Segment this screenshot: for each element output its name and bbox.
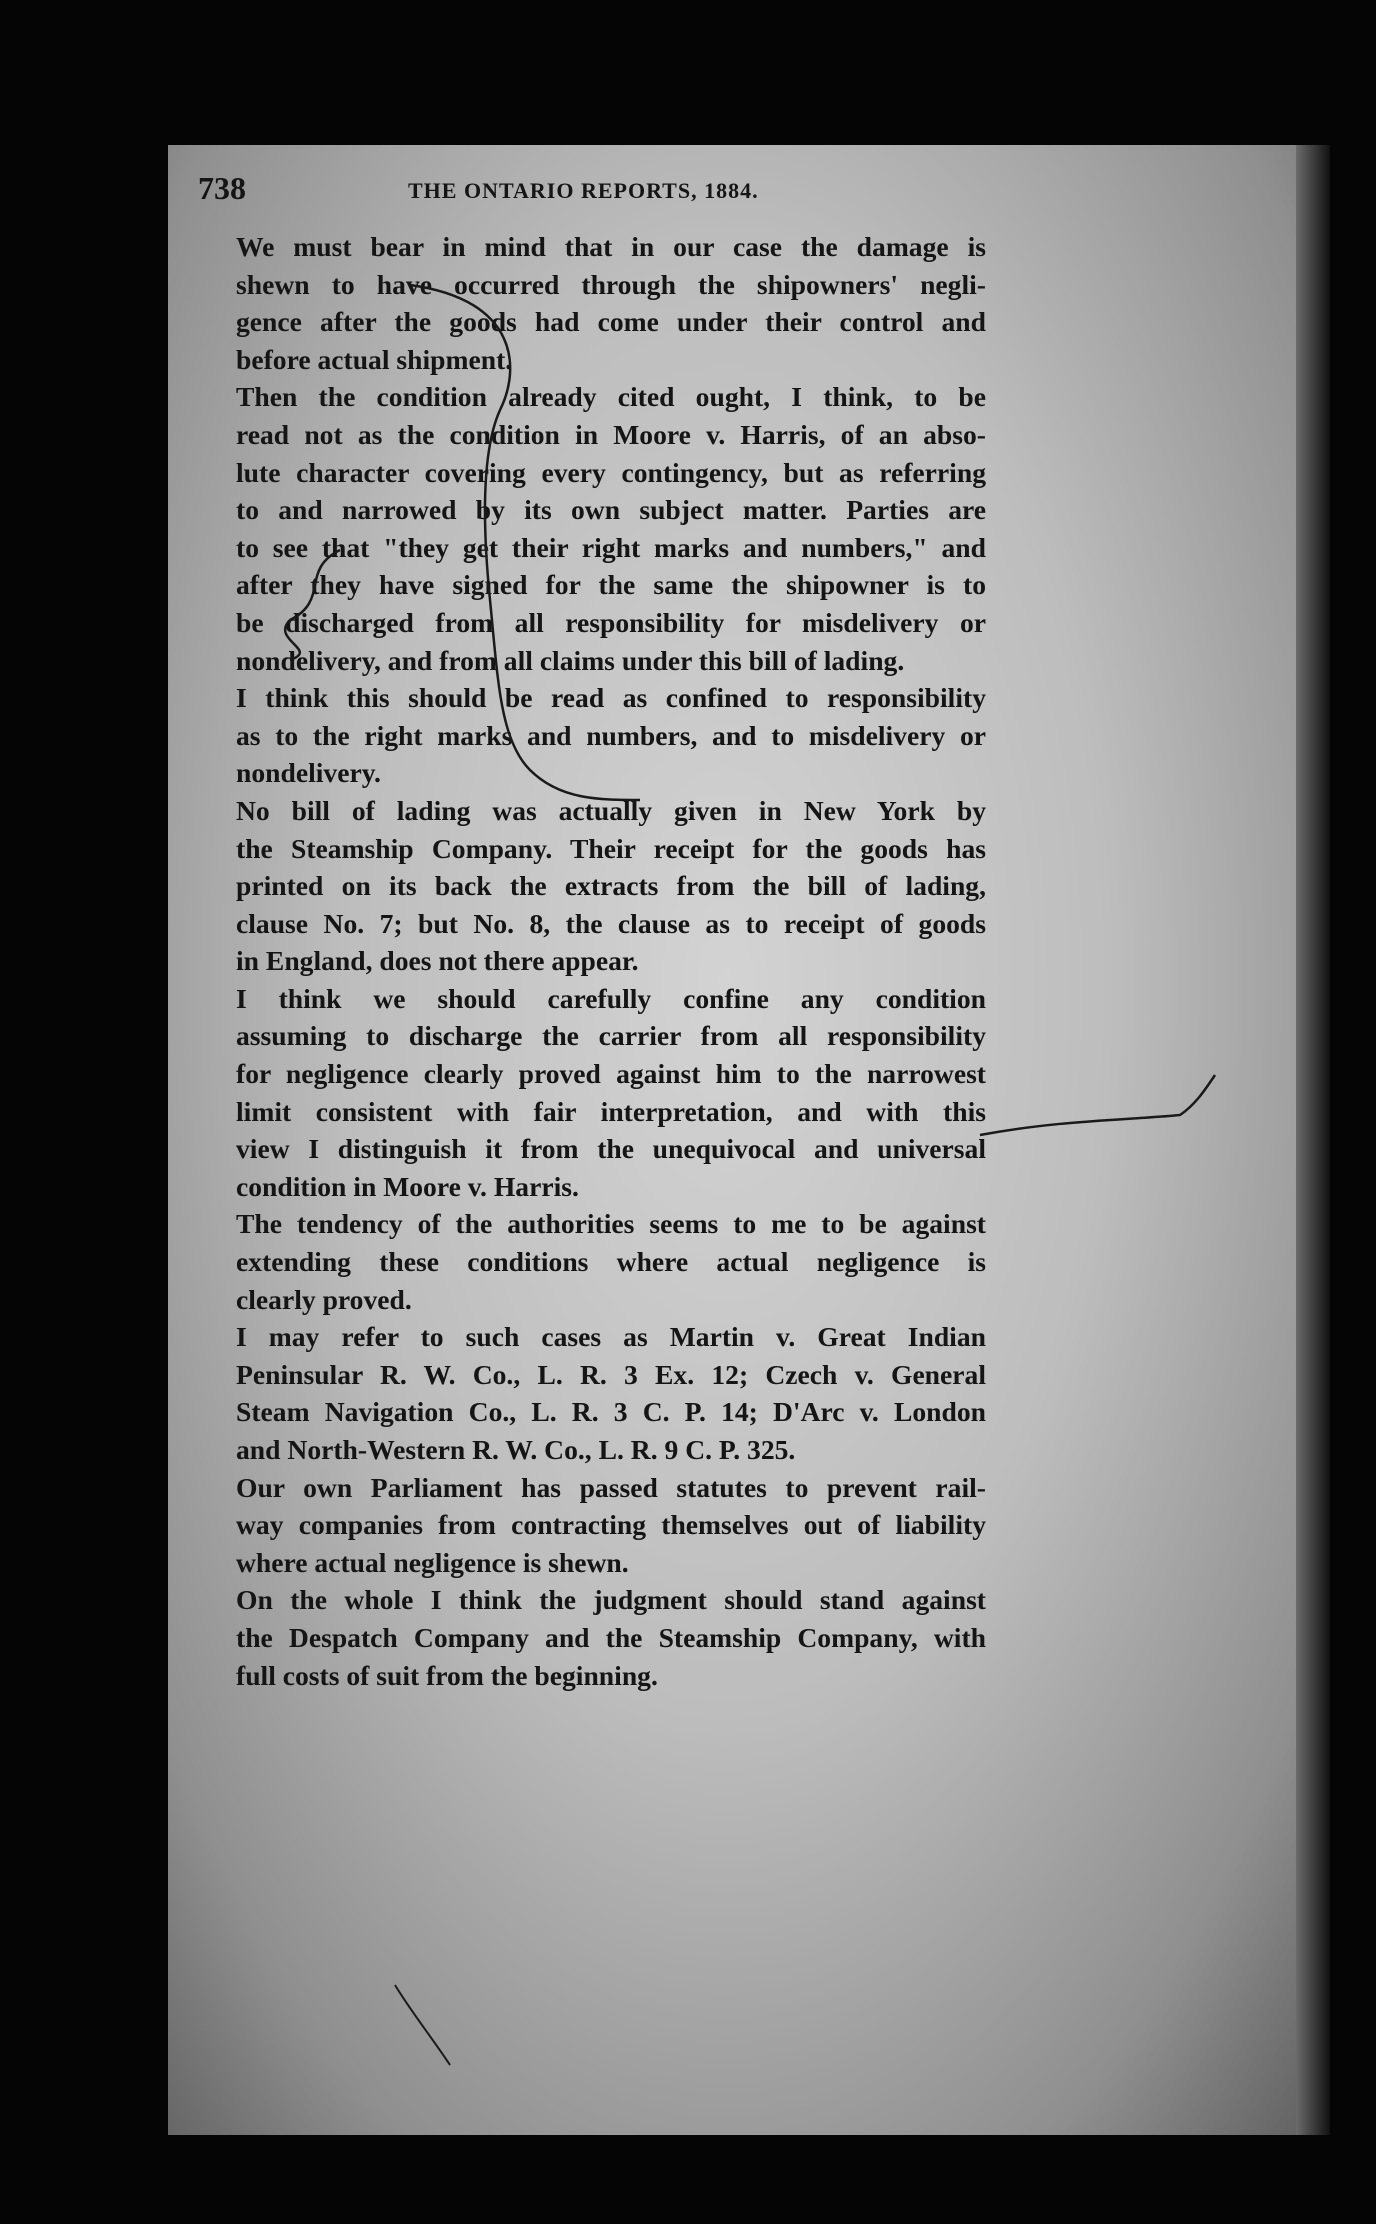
text-line: I may refer to such cases as Martin v. Great Indian [236,1321,986,1353]
paragraph [198,1469,986,1582]
text-line: and North-Western R. W. Co., L. R. 9 C. P. 325. [236,1434,796,1465]
text-line: lute character covering every contingency, but as referring [236,456,986,488]
text-line: nondelivery. [236,757,381,789]
text-line: Our own Parliament has passed statutes to prevent rail- [236,1471,986,1503]
text-line: full costs of suit from the beginning. [236,1659,658,1691]
text-line: in England, does not there appear. [236,945,639,977]
body-text [198,228,986,1694]
text-line: for negligence clearly proved against him to the narrowest [236,1058,986,1090]
text-line: Then the condition already cited ought, I think, to be [236,381,986,413]
paragraph [198,792,986,980]
page-number: 738 [198,170,246,206]
text-line: to see that "they get their right marks and numbers," and [236,531,986,563]
text-line: printed on its back the extracts from the bill of lading, [236,870,986,902]
text-line: where actual negligence is shewn. [236,1546,629,1578]
text-line: No bill of lading was actually given in New York by [236,794,986,826]
text-line: before actual shipment. [236,343,513,375]
text-line: The tendency of the authorities seems to me to be against [236,1208,986,1240]
text-line: read not as the condition in Moore v. Harris, of an abso- [236,418,986,450]
running-head [198,170,1058,216]
text-line: I think this should be read as confined to responsibility [236,682,986,714]
page-edge-shadow [1296,145,1330,2135]
paragraph [198,1318,986,1468]
paragraph [198,1581,986,1694]
text-line: view I distinguish it from the unequivocal and universal [236,1133,986,1165]
paragraph [198,980,986,1206]
text-line: as to the right marks and numbers, and to misdelivery or [236,719,986,751]
text-line: clearly proved. [236,1283,412,1315]
text-line: On the whole I think the judgment should stand against [236,1584,986,1616]
text-line: shewn to have occurred through the shipowners' negli- [236,268,986,300]
text-line: condition in Moore v. Harris. [236,1170,579,1202]
paragraph [198,228,986,378]
text-line: assuming to discharge the carrier from all responsibility [236,1020,986,1052]
text-line: Peninsular R. W. Co., L. R. 3 Ex. 12; Czech v. General [236,1358,986,1390]
text-line: We must bear in mind that in our case the damage is [236,231,986,262]
text-line: limit consistent with fair interpretation, and with this [236,1095,986,1127]
text-line: after they have signed for the same the shipowner is to [236,569,986,601]
text-line: Steam Navigation Co., L. R. 3 C. P. 14; D'Arc v. London [236,1396,986,1428]
text-line: extending these conditions where actual negligence is [236,1246,986,1278]
text-line: gence after the goods had come under their control and [236,306,986,338]
text-line: way companies from contracting themselves out of liability [236,1509,986,1541]
text-line: clause No. 7; but No. 8, the clause as to receipt of goods [236,907,986,939]
paragraph [198,679,986,792]
text-line: be discharged from all responsibility for misdelivery or [236,606,986,638]
text-line: I think we should carefully confine any condition [236,982,986,1014]
text-line: the Steamship Company. Their receipt for the goods has [236,832,986,864]
paragraph [198,1205,986,1318]
text-line: the Despatch Company and the Steamship Company, with [236,1621,986,1653]
text-line: to and narrowed by its own subject matter. Parties are [236,494,986,526]
paragraph [198,378,986,679]
text-line: nondelivery, and from all claims under this bill of lading. [236,644,905,676]
header-title: THE ONTARIO REPORTS, 1884. [408,178,759,203]
